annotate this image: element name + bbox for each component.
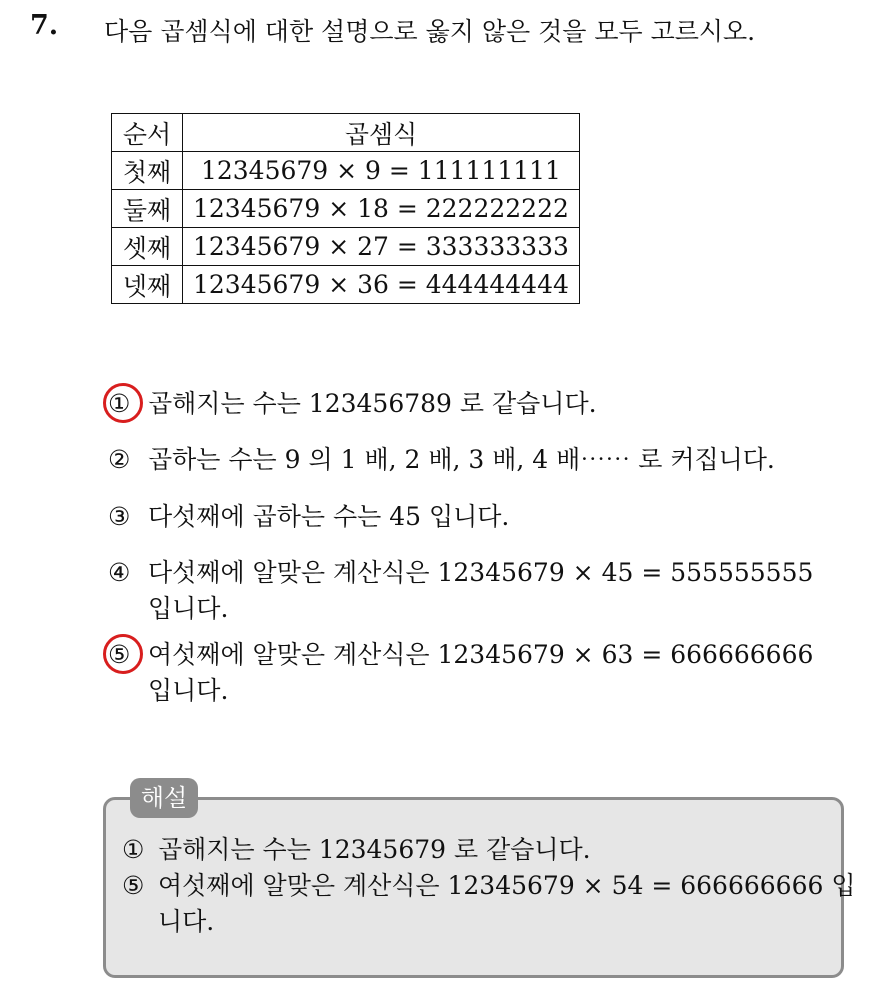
choice-5[interactable]: [108, 637, 813, 709]
table-cell-order: 넷째: [112, 266, 183, 304]
choice-2[interactable]: [108, 442, 775, 478]
table-row: [112, 190, 580, 228]
explanation-line: [122, 832, 827, 868]
explanation-mark: ①: [122, 835, 145, 864]
table-cell-order: 둘째: [112, 190, 183, 228]
choice-mark: ③: [108, 502, 131, 531]
choice-4[interactable]: [108, 555, 813, 627]
table-cell-expr: 12345679 × 36 = 444444444: [183, 266, 580, 304]
choice-mark: ①: [108, 389, 131, 418]
table-cell-expr: 12345679 × 18 = 222222222: [183, 190, 580, 228]
explanation-text: [122, 832, 856, 940]
choice-text: [148, 555, 813, 627]
table-row: [112, 228, 580, 266]
explanation-line-text: 곱해지는 수는 12345679 로 같습니다.: [158, 835, 591, 864]
choice-3[interactable]: [108, 499, 509, 535]
table-row: [112, 152, 580, 190]
choice-text: [148, 637, 813, 709]
choice-mark: ⑤: [108, 640, 131, 669]
explanation-line: [122, 868, 856, 904]
choice-1[interactable]: [108, 386, 597, 422]
choice-line: 입니다.: [148, 594, 229, 623]
choice-mark: ②: [108, 445, 131, 474]
table-cell-expr: 12345679 × 27 = 333333333: [183, 228, 580, 266]
table-header-expr: 곱셈식: [183, 114, 580, 152]
explanation-mark: ⑤: [122, 871, 145, 900]
table-cell-order: 첫째: [112, 152, 183, 190]
table-header-order: 순서: [112, 114, 183, 152]
table-header-row: [112, 114, 580, 152]
explanation-line-text: 여섯째에 알맞은 계산식은 12345679 × 54 = 666666666 입: [158, 871, 856, 900]
choice-line: 다섯째에 알맞은 계산식은 12345679 × 45 = 555555555: [148, 558, 814, 587]
choice-mark: ④: [108, 558, 131, 587]
choice-line: 여섯째에 알맞은 계산식은 12345679 × 63 = 666666666: [148, 640, 814, 669]
choice-line: 입니다.: [148, 676, 229, 705]
question-number: 7.: [30, 10, 59, 41]
choice-text: 곱해지는 수는 123456789 로 같습니다.: [148, 389, 597, 418]
table-cell-expr: 12345679 × 9 = 111111111: [183, 152, 580, 190]
explanation-tag: 해설: [130, 778, 198, 818]
table-cell-order: 셋째: [112, 228, 183, 266]
question-text: 다음 곱셈식에 대한 설명으로 옳지 않은 것을 모두 고르시오.: [104, 17, 756, 46]
explanation-line-continuation: 니다.: [158, 907, 215, 936]
choice-text: 곱하는 수는 9 의 1 배, 2 배, 3 배, 4 배⋯⋯ 로 커집니다.: [148, 445, 775, 474]
table-row: [112, 266, 580, 304]
choice-text: 다섯째에 곱하는 수는 45 입니다.: [148, 502, 510, 531]
multiplication-table: [111, 113, 580, 304]
